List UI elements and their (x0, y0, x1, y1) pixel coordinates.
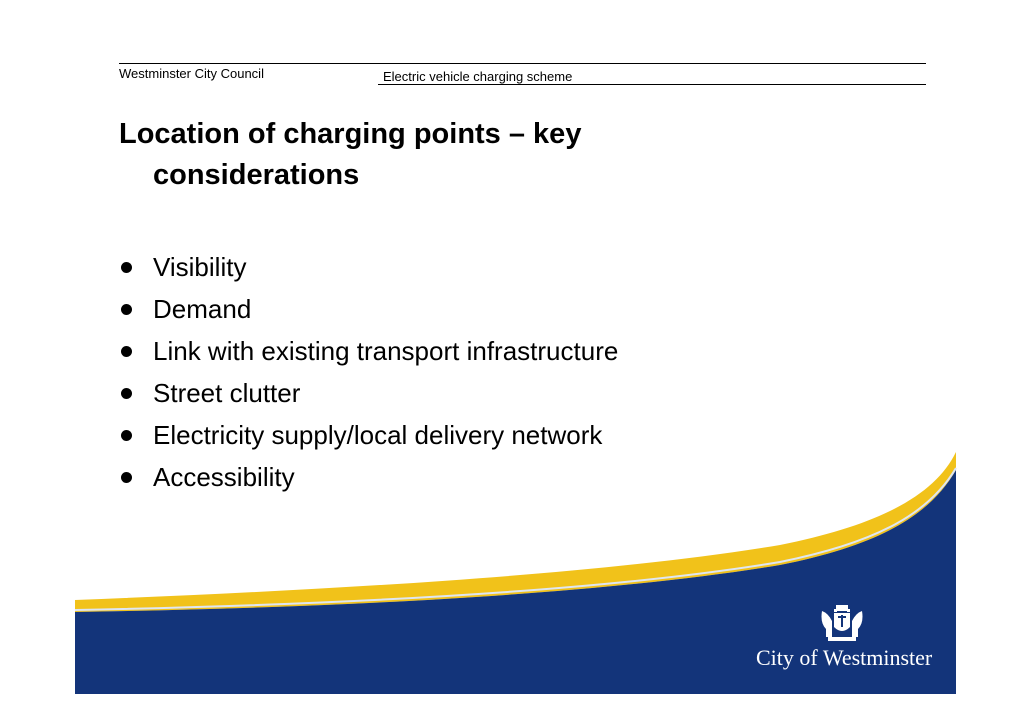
list-item-text: Street clutter (153, 378, 301, 408)
heading-line-2: considerations (153, 159, 360, 191)
list-item-text: Accessibility (153, 462, 295, 492)
organization-name: Westminster City Council (119, 66, 264, 81)
list-item-text: Demand (153, 294, 252, 324)
list-item-text: Electricity supply/local delivery network (153, 420, 603, 450)
city-of-westminster-logo-text: City of Westminster (756, 645, 933, 670)
city-of-westminster-crest-icon (818, 603, 866, 643)
list-item-text: Visibility (153, 252, 247, 282)
document-title: Electric vehicle charging scheme (383, 69, 573, 84)
heading-line-1: Location of charging points – key (119, 118, 582, 150)
list-item-text: Link with existing transport infrastructure (153, 336, 619, 366)
